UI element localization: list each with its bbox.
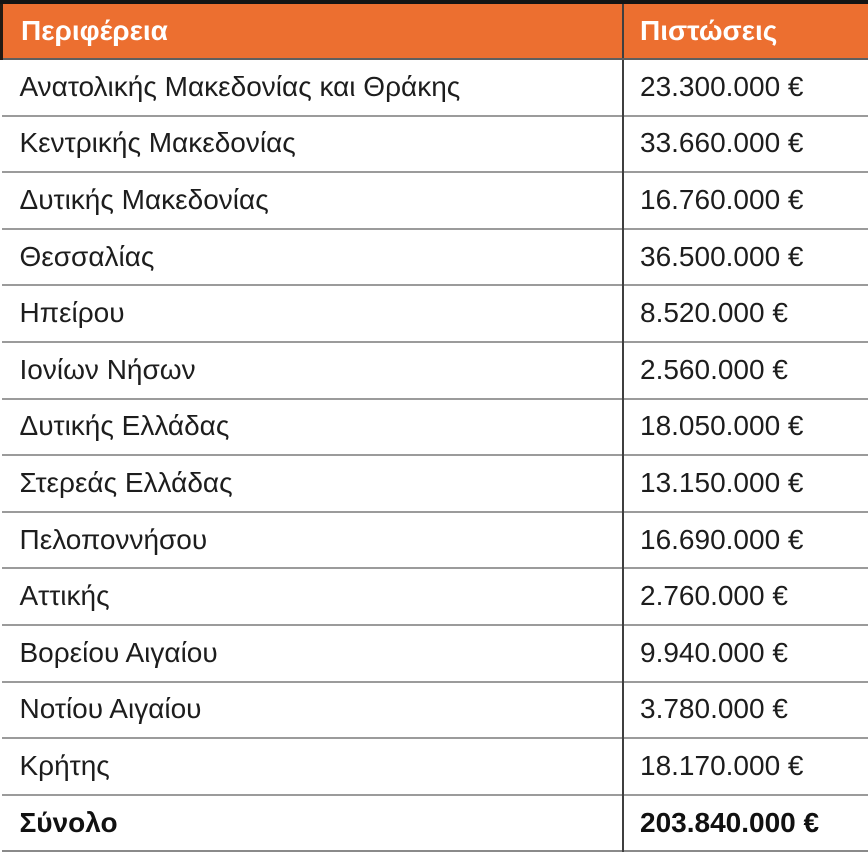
- region-cell: Δυτικής Ελλάδας: [2, 399, 624, 456]
- region-cell: Αττικής: [2, 568, 624, 625]
- region-cell: Πελοποννήσου: [2, 512, 624, 569]
- amount-cell: 8.520.000 €: [623, 285, 868, 342]
- region-cell: Στερεάς Ελλάδας: [2, 455, 624, 512]
- region-cell: Ανατολικής Μακεδονίας και Θράκης: [2, 59, 624, 116]
- table-row: [2, 116, 868, 173]
- amount-cell: 23.300.000 €: [623, 59, 868, 116]
- table-row: [2, 455, 868, 512]
- header-row: [2, 2, 868, 59]
- table-row: [2, 285, 868, 342]
- region-cell: Νοτίου Αιγαίου: [2, 682, 624, 739]
- total-label-cell: Σύνολο: [2, 795, 624, 852]
- amount-cell: 9.940.000 €: [623, 625, 868, 682]
- amount-cell: 2.760.000 €: [623, 568, 868, 625]
- amount-cell: 33.660.000 €: [623, 116, 868, 173]
- table-header: [2, 2, 868, 59]
- total-amount-cell: 203.840.000 €: [623, 795, 868, 852]
- region-cell: Κεντρικής Μακεδονίας: [2, 116, 624, 173]
- amount-cell: 13.150.000 €: [623, 455, 868, 512]
- table-row: [2, 568, 868, 625]
- region-cell: Ιονίων Νήσων: [2, 342, 624, 399]
- amount-cell: 18.170.000 €: [623, 738, 868, 795]
- region-cell: Δυτικής Μακεδονίας: [2, 172, 624, 229]
- region-cell: Βορείου Αιγαίου: [2, 625, 624, 682]
- region-cell: Κρήτης: [2, 738, 624, 795]
- column-header-credits: Πιστώσεις: [623, 2, 868, 59]
- amount-cell: 2.560.000 €: [623, 342, 868, 399]
- table-footer: [2, 795, 868, 852]
- table-row: [2, 59, 868, 116]
- table-row: [2, 682, 868, 739]
- table-row: [2, 172, 868, 229]
- amount-cell: 18.050.000 €: [623, 399, 868, 456]
- total-row: [2, 795, 868, 852]
- amount-cell: 16.690.000 €: [623, 512, 868, 569]
- table-row: [2, 399, 868, 456]
- region-cell: Ηπείρου: [2, 285, 624, 342]
- table-row: [2, 625, 868, 682]
- column-header-region: Περιφέρεια: [2, 2, 624, 59]
- amount-cell: 36.500.000 €: [623, 229, 868, 286]
- region-cell: Θεσσαλίας: [2, 229, 624, 286]
- table-row: [2, 738, 868, 795]
- amount-cell: 16.760.000 €: [623, 172, 868, 229]
- table-row: [2, 229, 868, 286]
- amount-cell: 3.780.000 €: [623, 682, 868, 739]
- table-body: [2, 59, 868, 795]
- table-row: [2, 512, 868, 569]
- table-row: [2, 342, 868, 399]
